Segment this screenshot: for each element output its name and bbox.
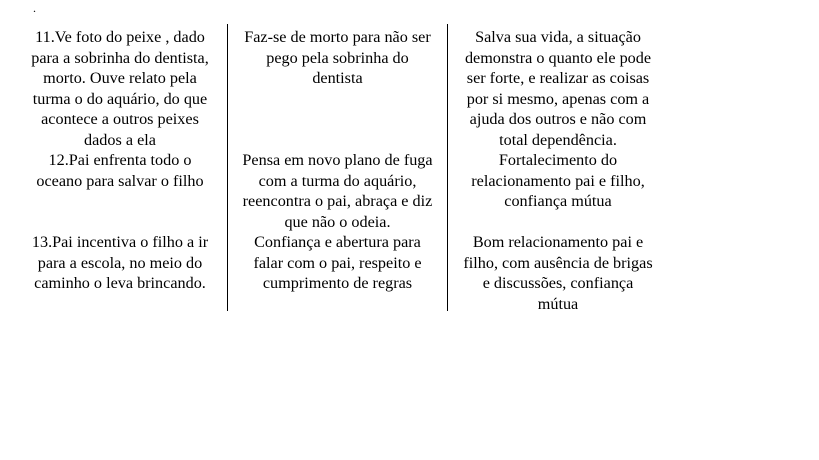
row-12-reaction: Pensa em novo plano de fuga com a turma do aquário, reencontra o pai, abraça e diz que não o odeia. [242, 151, 433, 231]
row-12-outcome: Fortalecimento do relacionamento pai e filho, confiança mútua [471, 151, 645, 210]
row-13-reaction: Confiança e abertura para falar com o pai, respeito e cumprimento de regras [253, 233, 422, 292]
row-12-situation: 12.Pai enfrenta todo o oceano para salvar o filho [36, 151, 204, 190]
column-divider-2 [447, 24, 448, 311]
row-11-situation: 11.Ve foto do peixe , dado para a sobrinha do dentista, morto. Ouve relato pela turma o do aquário, do que acontece a outros peixes dados a ela [31, 28, 209, 149]
row-13-outcome: Bom relacionamento pai e filho, com ausência de brigas e discussões, confiança mútua [463, 233, 653, 313]
row-11-outcome: Salva sua vida, a situação demonstra o quanto ele pode ser forte, e realizar as coisas por si mesmo, apenas com a ajuda dos outros e não com total dependência. [464, 28, 652, 149]
row-11-reaction: Faz-se de morto para não ser pego pela sobrinha do dentista [244, 28, 431, 87]
column-divider-1 [227, 24, 228, 311]
row-13-situation: 13.Pai incentiva o filho a ir para a escola, no meio do caminho o leva brincando. [31, 233, 209, 292]
stray-dot-mark: . [33, 1, 36, 15]
